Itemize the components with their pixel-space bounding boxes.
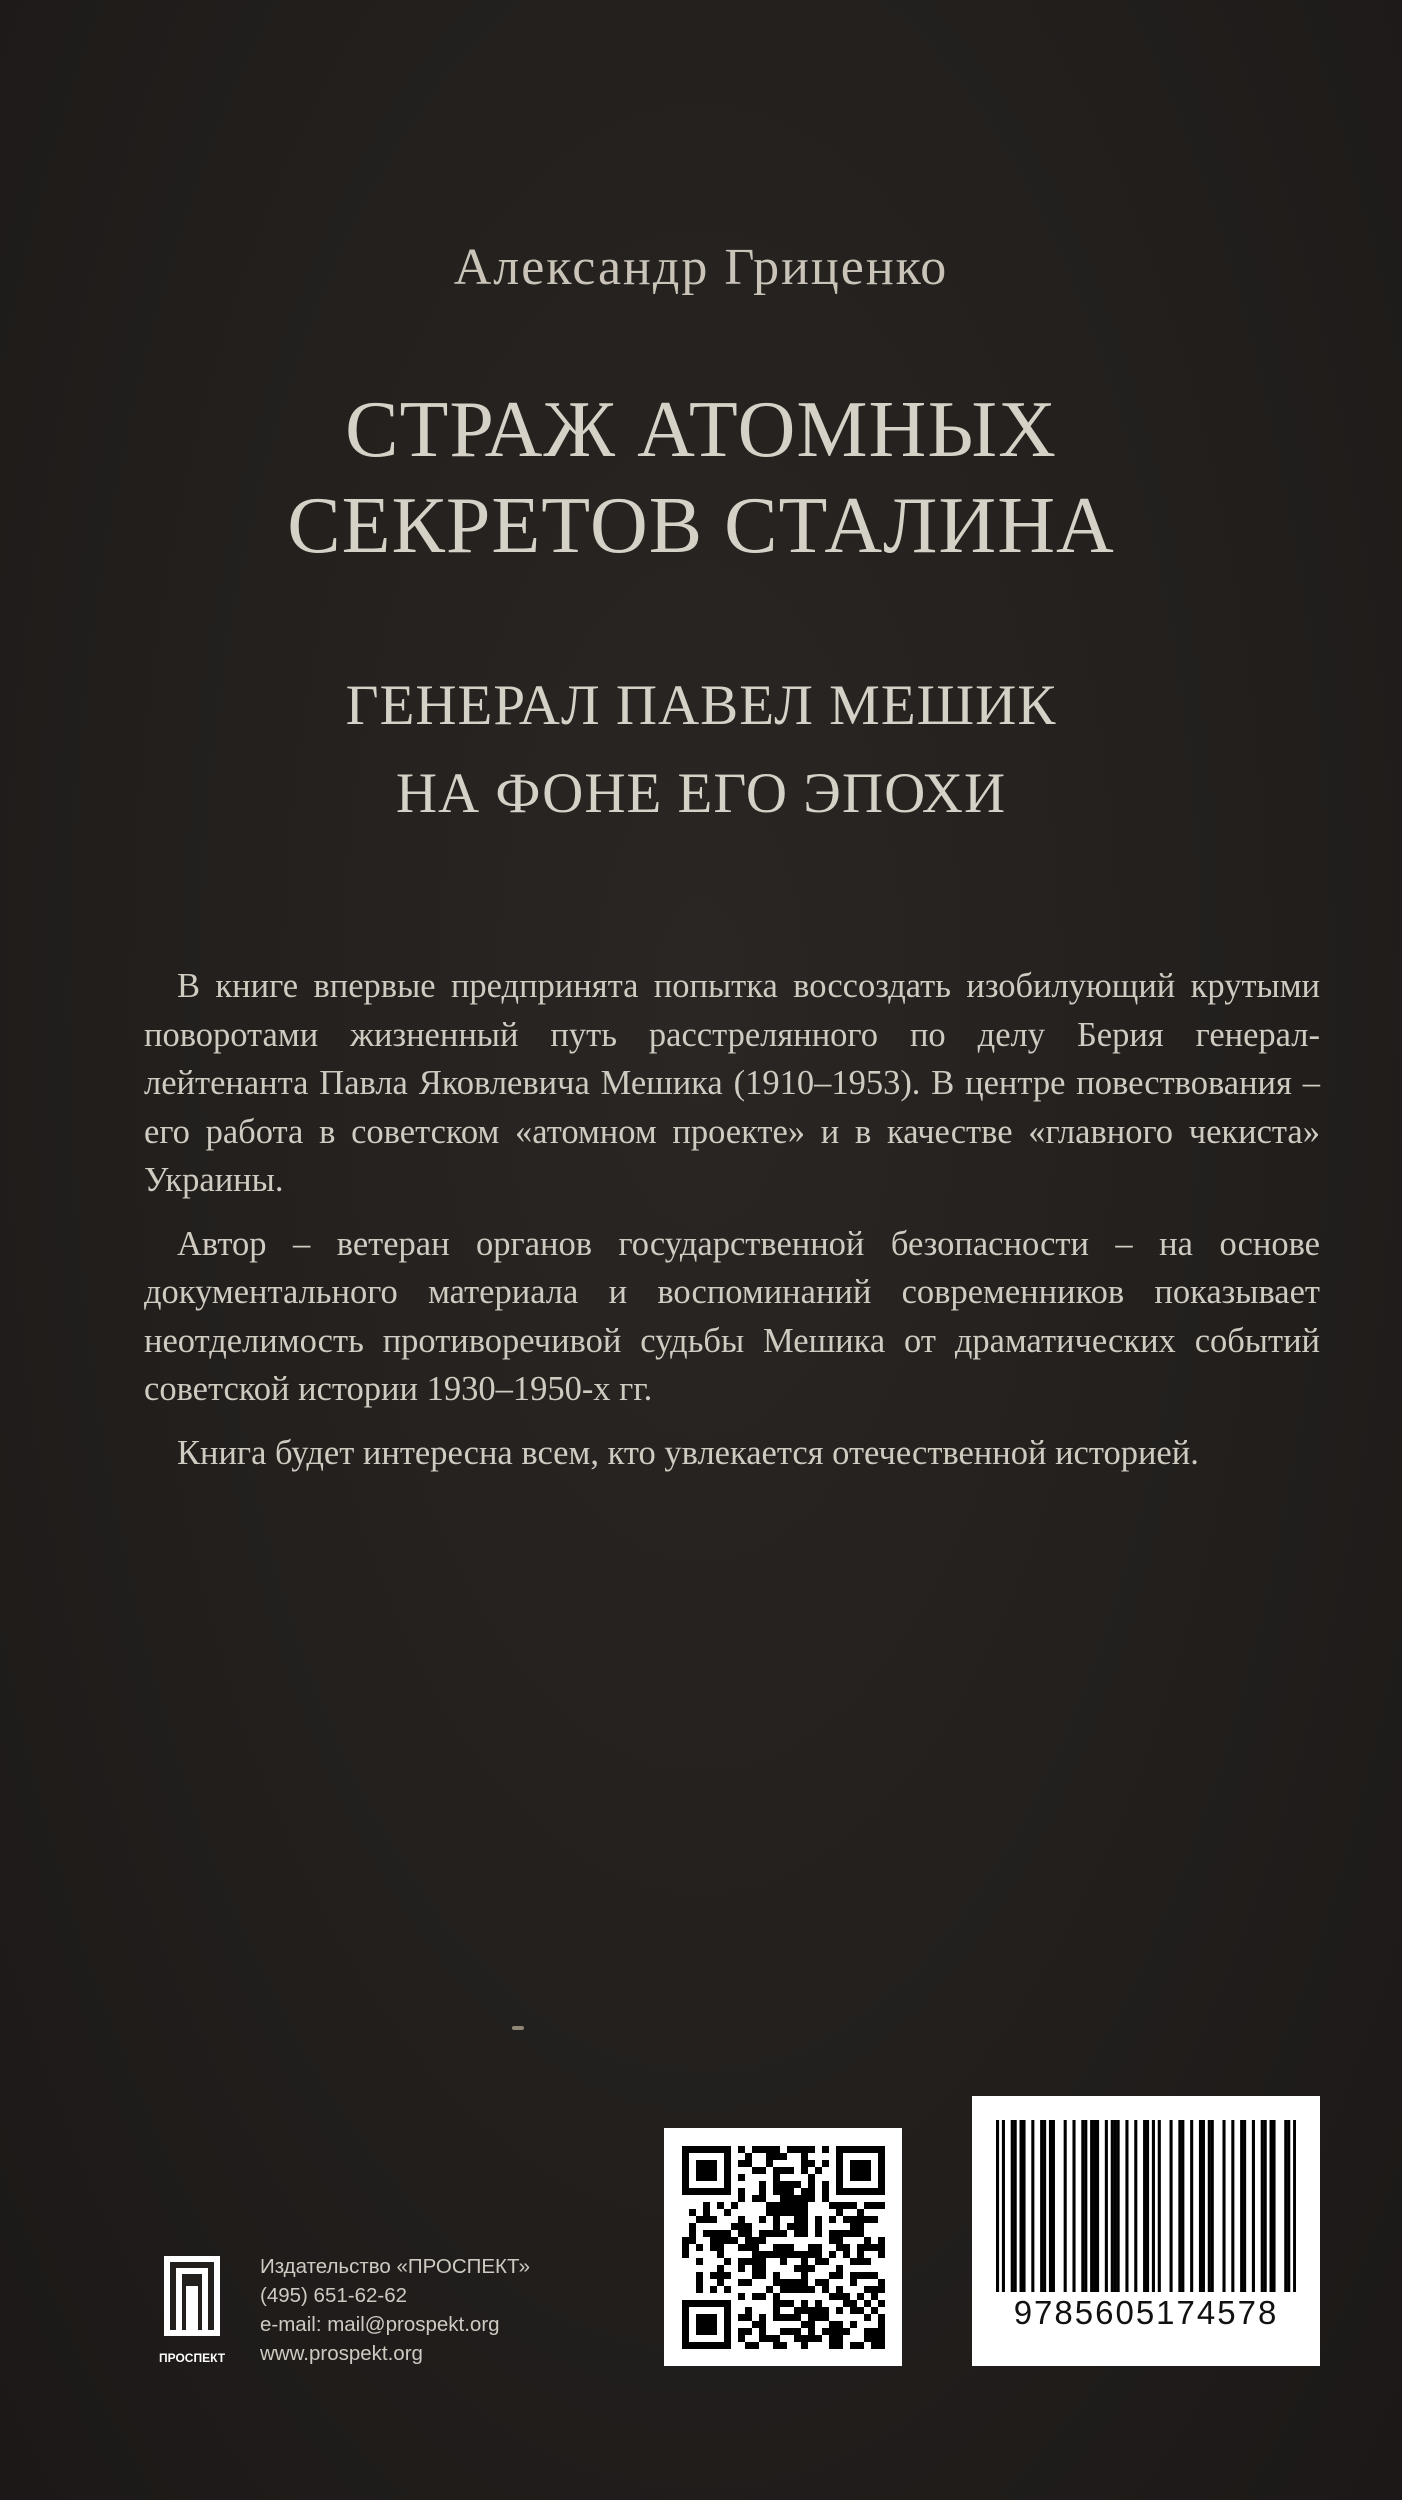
book-title [0,382,1402,574]
isbn-barcode [972,2096,1320,2366]
book-subtitle [0,662,1402,838]
publisher-website: www.prospekt.org [260,2342,423,2365]
book-subtitle-line-1: ГЕНЕРАЛ ПАВЕЛ МЕШИК [345,674,1057,737]
publisher-phone: (495) 651-62-62 [260,2284,408,2307]
print-speck [512,2026,524,2030]
barcode-icon [996,2120,1296,2292]
annotation-paragraph-3: Книга будет интересна всем, кто увлекается отечественной историей. [177,1433,1199,1472]
publisher-block [136,2240,636,2380]
book-title-line-1: СТРАЖ АТОМНЫХ [345,386,1057,474]
annotation-paragraph-2: Автор – ветеран органов государственной безопасности – на основе документального материала и воспоминаний современников показывает неотделимость противоречивой судьбы Мешика от драматических событий советской истории 1930–1950-х гг. [144,1224,1320,1408]
isbn-number: 9785605174578 [1013,2294,1279,2331]
book-subtitle-line-2: НА ФОНЕ ЕГО ЭПОХИ [395,762,1007,825]
publisher-email: e-mail: mail@prospekt.org [260,2313,500,2336]
logo-text: ПРОСПЕКТ [158,2351,226,2365]
book-title-line-2: СЕКРЕТОВ СТАЛИНА [287,482,1115,570]
publisher-contacts [260,2252,620,2368]
prospekt-logo-icon [136,2252,248,2372]
publisher-name: Издательство «ПРОСПЕКТ» [260,2255,530,2278]
author-name: Александр Гриценко [453,239,949,296]
annotation-text [144,962,1320,1492]
annotation-paragraph-1: В книге впервые предпринята попытка воссоздать изобилующий крутыми поворотами жизненный путь расстрелянного по делу Берия генерал-лейтенанта Павла Яковлевича Мешика (1910–1953). В центре повествования – его работа в советском «атомном проекте» и в качестве «главного чекиста» Украины. [144,967,1320,1199]
qr-code-icon [664,2128,902,2366]
